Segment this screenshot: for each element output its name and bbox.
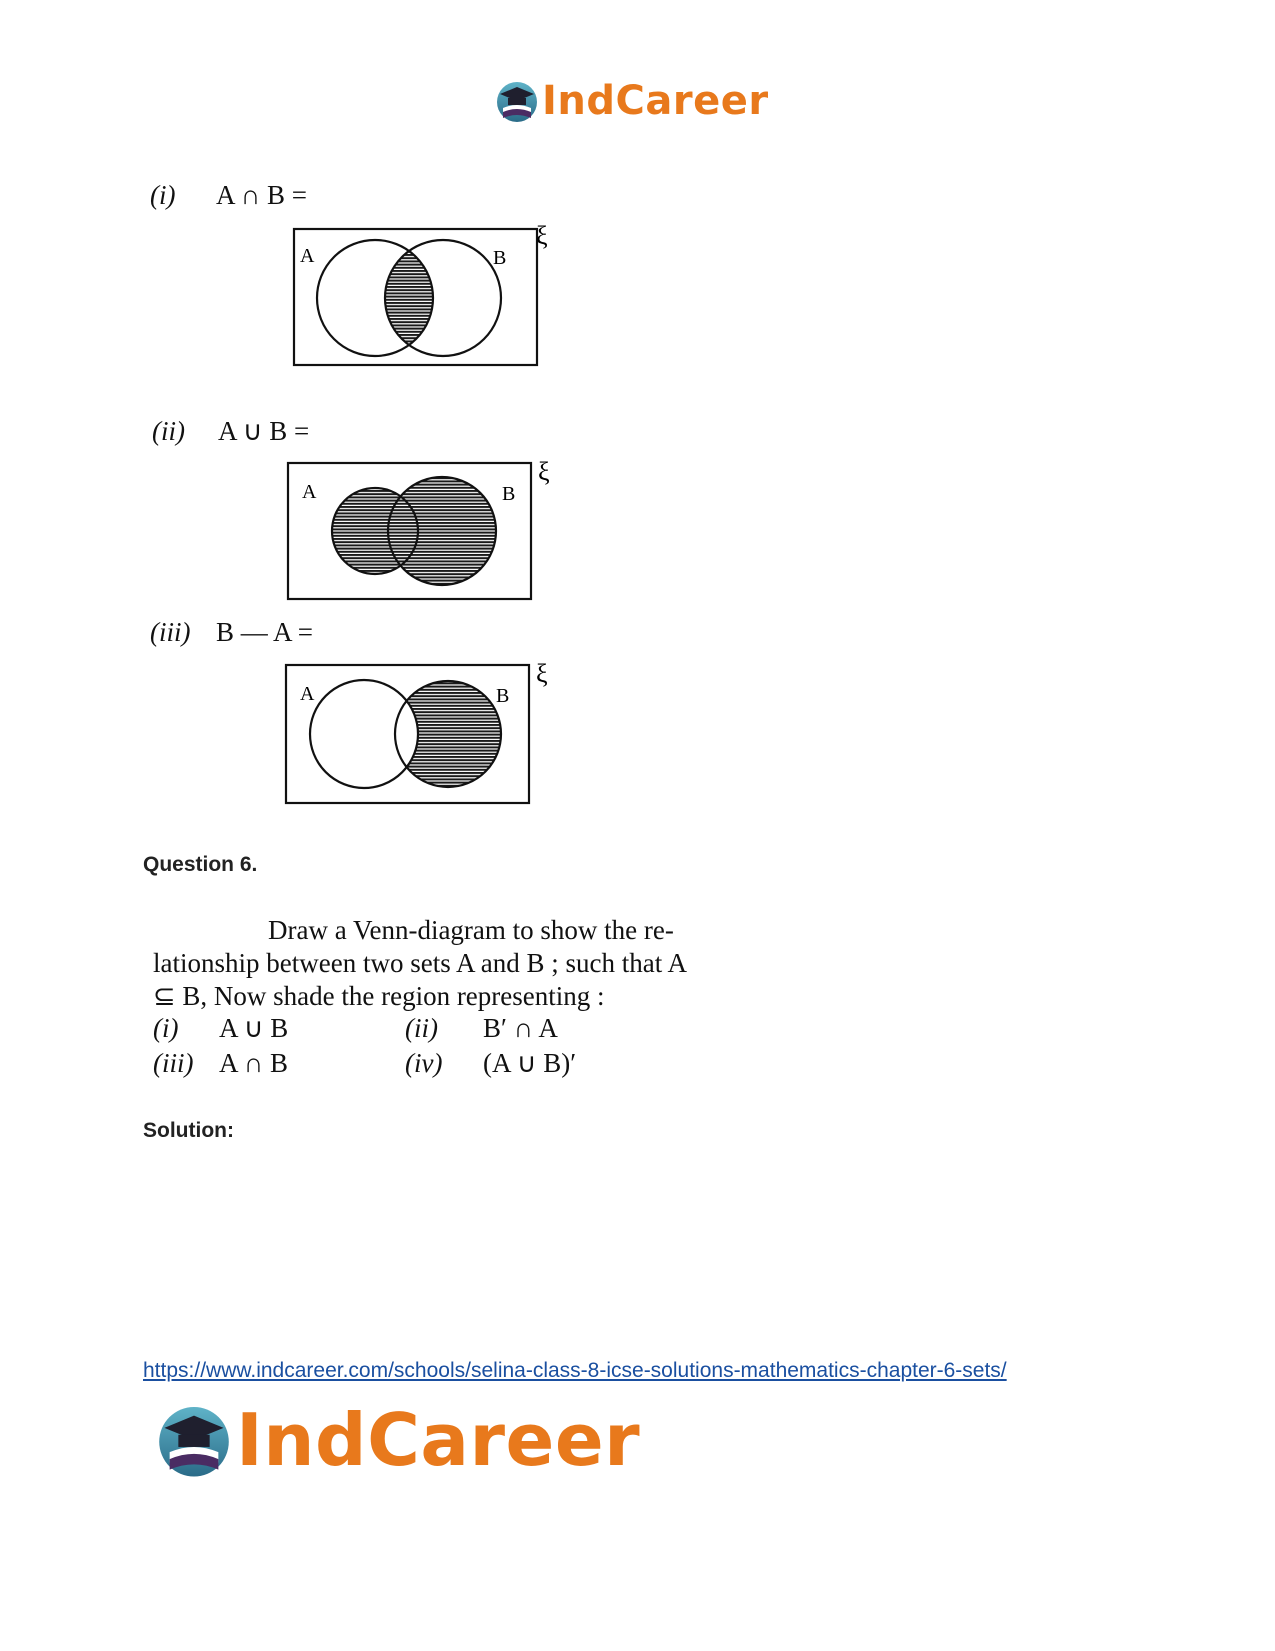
venn-diagram-b-minus-a [284,660,574,810]
footer-logo-text: IndCareer [236,1398,641,1482]
solution-heading: Solution: [143,1119,234,1142]
footer-source-link[interactable]: https://www.indcareer.com/schools/selina-class-8-icse-solutions-mathematics-chapter-6-sets/ [143,1359,1007,1382]
set-b-label: B [496,685,510,707]
venn-diagram-union [286,458,576,608]
option-expression: B′ ∩ A [483,1013,558,1043]
venn-part-ii-label: (ii) A ∪ B = [152,416,310,446]
set-b-label: B [502,483,516,505]
set-a-label: A [300,245,315,267]
header-logo-text: IndCareer [542,78,769,124]
header-logo [494,78,769,124]
venn-part-iii-label: (iii) B — A = [150,617,314,647]
question-heading: Question 6. [143,853,258,876]
option-expression: (A ∪ B)′ [483,1048,577,1078]
venn-part-i-label: (i) A ∩ B = [150,180,307,210]
option-expression: A ∩ B [219,1048,289,1078]
graduation-cap-icon [494,78,540,124]
question-line-3: ⊆ B, Now shade the region representing : [153,981,605,1011]
venn-diagram-intersection [284,222,574,372]
question-line-2: lationship between two sets A and B ; such that A [153,948,687,978]
universal-set-symbol: ξ [536,222,548,250]
option-number: (iii) [153,1048,194,1078]
question-line-1: Draw a Venn-diagram to show the re- [268,915,674,945]
universal-set-symbol: ξ [538,458,550,486]
option-expression: A ∪ B [219,1013,289,1043]
option-number: (ii) [405,1013,438,1043]
graduation-cap-icon [154,1400,234,1480]
set-b-label: B [493,247,507,269]
question-text [153,914,713,1013]
option-number: (iv) [405,1048,443,1078]
option-number: (i) [153,1013,179,1043]
question-options [153,1012,713,1082]
set-a-label: A [300,683,315,705]
footer-logo [154,1398,640,1482]
set-a-label: A [302,481,317,503]
universal-set-symbol: ξ [536,660,548,688]
